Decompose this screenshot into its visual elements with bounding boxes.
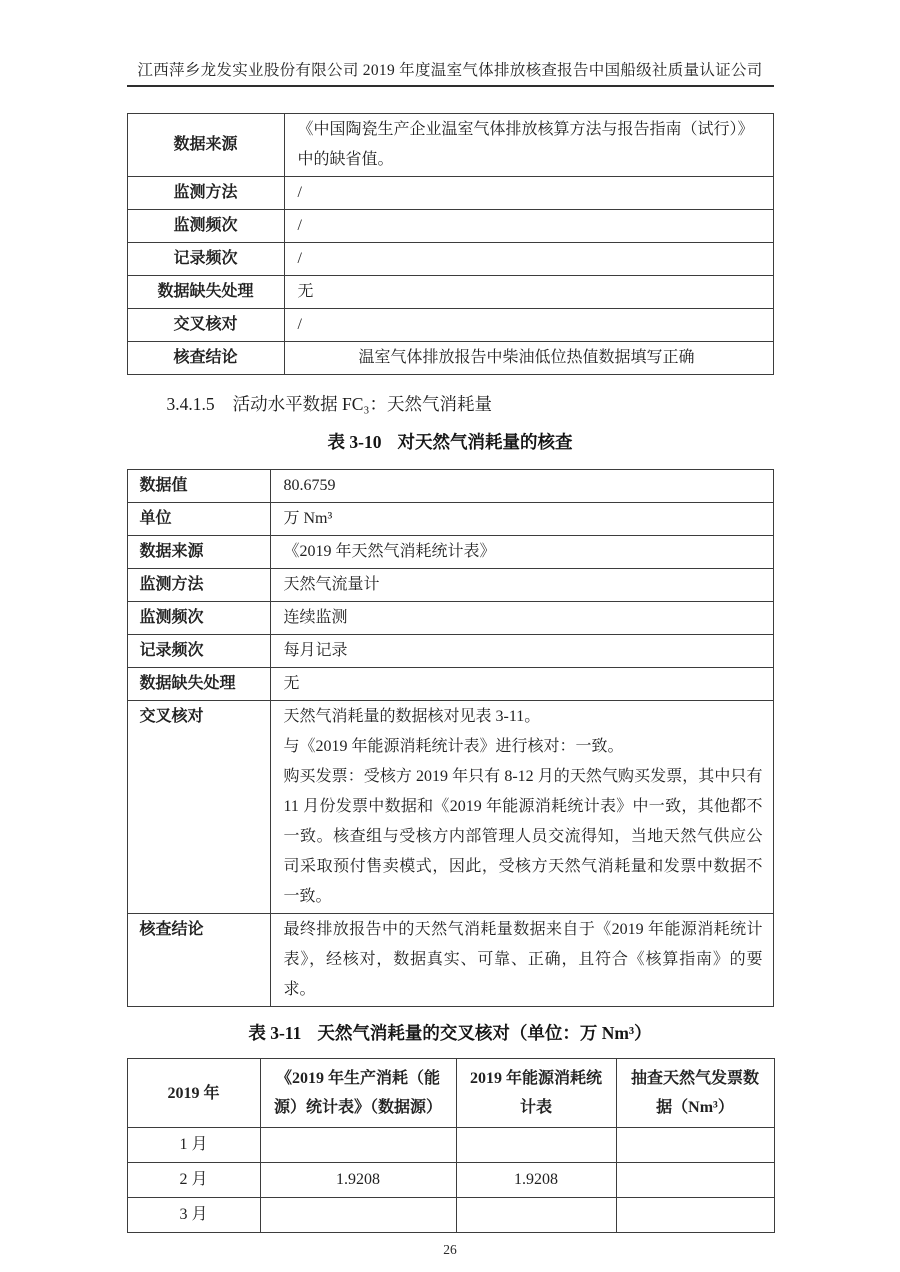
- row-value: 无: [270, 668, 773, 701]
- row-value: /: [284, 210, 773, 243]
- section-heading: [127, 391, 774, 416]
- cross-check-paragraph: 与《2019 年能源消耗统计表》进行核对：一致。: [283, 738, 624, 755]
- column-header: 2019 年: [127, 1059, 260, 1128]
- column-header: 《2019 年生产消耗（能源）统计表》（数据源）: [260, 1059, 456, 1128]
- invoice-cell: [616, 1128, 774, 1163]
- source-cell: 1.9208: [260, 1163, 456, 1198]
- source-cell: [260, 1198, 456, 1233]
- table-311-caption: [127, 1020, 774, 1045]
- energy-cell: [456, 1128, 616, 1163]
- energy-cell: 1.9208: [456, 1163, 616, 1198]
- table-row: [127, 210, 773, 243]
- table-row: [127, 569, 773, 602]
- section-number: 3.4.1.5: [166, 394, 215, 414]
- row-label: 数据值: [127, 470, 270, 503]
- page-content: [127, 0, 774, 1258]
- row-label: 数据来源: [127, 114, 284, 177]
- table-row: [127, 668, 773, 701]
- row-label: 监测方法: [127, 569, 270, 602]
- row-value: /: [284, 243, 773, 276]
- table-310-caption: [127, 429, 774, 454]
- row-value: 每月记录: [270, 635, 773, 668]
- table-311-caption-title: 天然气消耗量的交叉核对（单位：万 Nm³）: [317, 1023, 652, 1043]
- source-cell: [260, 1128, 456, 1163]
- row-value: [270, 914, 773, 1007]
- table-row: [127, 635, 773, 668]
- table-row: [127, 276, 773, 309]
- table-row: [127, 1128, 774, 1163]
- table-row: [127, 177, 773, 210]
- energy-cell: [456, 1198, 616, 1233]
- month-cell: 1 月: [127, 1128, 260, 1163]
- row-label: 监测频次: [127, 602, 270, 635]
- row-value: /: [284, 177, 773, 210]
- report-header-text: 江西萍乡龙发实业股份有限公司 2019 年度温室气体排放核查报告中国船级社质量认证公司: [137, 62, 763, 79]
- table-310-caption-title: 对天然气消耗量的核查: [397, 432, 573, 452]
- table-row: [127, 1163, 774, 1198]
- table-row: [127, 243, 773, 276]
- row-value: 连续监测: [270, 602, 773, 635]
- table-row: [127, 536, 773, 569]
- row-label: 数据来源: [127, 536, 270, 569]
- table-row: [127, 342, 773, 375]
- row-label: 数据缺失处理: [127, 668, 270, 701]
- row-label: 核查结论: [127, 914, 270, 1007]
- diesel-ncv-verification-table: [127, 113, 774, 375]
- conclusion-paragraph: 最终排放报告中的天然气消耗量数据来自于《2019 年能源消耗统计表》，经核对，数据真实、可靠、正确，且符合《核算指南》的要求。: [283, 921, 763, 998]
- section-title: 活动水平数据 FC₃：天然气消耗量: [232, 394, 493, 414]
- table-row: [127, 701, 773, 914]
- row-label: 单位: [127, 503, 270, 536]
- page-number: 26: [443, 1242, 457, 1257]
- table-row: [127, 114, 773, 177]
- row-label: 核查结论: [127, 342, 284, 375]
- invoice-cell: [616, 1163, 774, 1198]
- cross-check-paragraph: 天然气消耗量的数据核对见表 3-11。: [283, 708, 541, 725]
- row-label: 交叉核对: [127, 701, 270, 914]
- row-label: 监测方法: [127, 177, 284, 210]
- column-header: 抽查天然气发票数据（Nm³）: [616, 1059, 774, 1128]
- row-value: 温室气体排放报告中柴油低位热值数据填写正确: [284, 342, 773, 375]
- table-row: [127, 914, 773, 1007]
- cross-check-paragraph: 购买发票：受核方 2019 年只有 8-12 月的天然气购买发票，其中只有 11 月份发票中数据和《2019 年能源消耗统计表》中一致，其他都不一致。核查组与受核方内部管理人员交流得知，当地天然气供应公司采取预付售卖模式，因此，受核方天然气消耗量和发票中数据不一致。: [283, 768, 763, 905]
- month-cell: 2 月: [127, 1163, 260, 1198]
- table-row: [127, 602, 773, 635]
- table-header-row: [127, 1059, 774, 1128]
- table-row: [127, 1198, 774, 1233]
- row-label: 监测频次: [127, 210, 284, 243]
- row-label: 记录频次: [127, 635, 270, 668]
- table-row: [127, 503, 773, 536]
- row-value: 《中国陶瓷生产企业温室气体排放核算方法与报告指南（试行）》中的缺省值。: [284, 114, 773, 177]
- invoice-cell: [616, 1198, 774, 1233]
- natural-gas-verification-table: [127, 469, 774, 1007]
- row-label: 记录频次: [127, 243, 284, 276]
- row-value: 《2019 年天然气消耗统计表》: [270, 536, 773, 569]
- row-label: 数据缺失处理: [127, 276, 284, 309]
- row-value: 天然气流量计: [270, 569, 773, 602]
- month-cell: 3 月: [127, 1198, 260, 1233]
- row-value: 万 Nm³: [270, 503, 773, 536]
- row-value: /: [284, 309, 773, 342]
- table-310-caption-number: 表 3-10: [327, 432, 382, 452]
- cross-check-table: [127, 1058, 775, 1233]
- table-row: [127, 309, 773, 342]
- table-311-caption-number: 表 3-11: [248, 1023, 302, 1043]
- row-value-cross-check: [270, 701, 773, 914]
- report-header: [127, 58, 774, 87]
- row-value: 无: [284, 276, 773, 309]
- row-label: 交叉核对: [127, 309, 284, 342]
- column-header: 2019 年能源消耗统计表: [456, 1059, 616, 1128]
- row-value: 80.6759: [270, 470, 773, 503]
- table-row: [127, 470, 773, 503]
